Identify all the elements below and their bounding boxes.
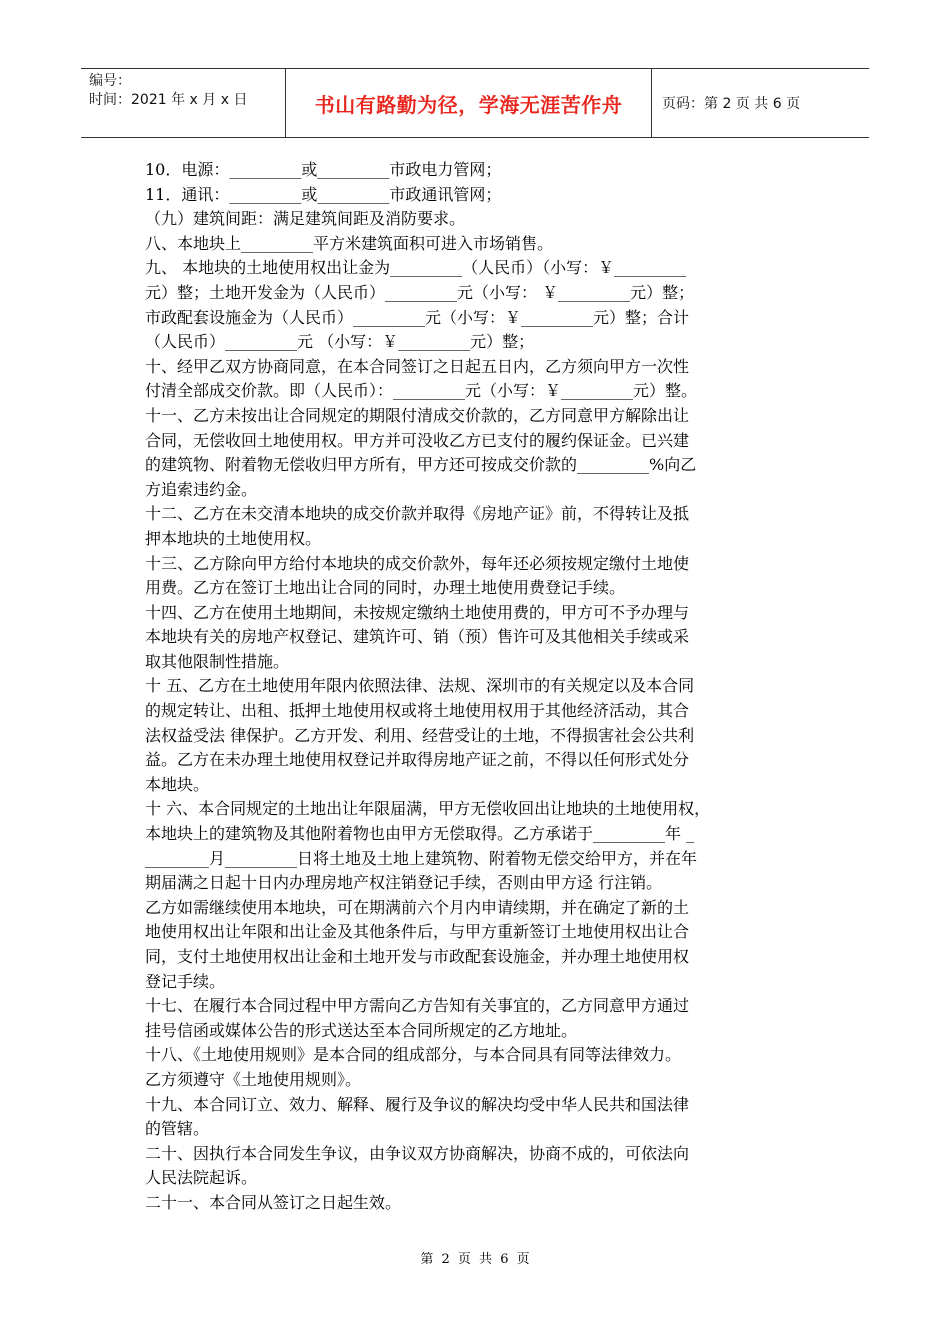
footer-page-number: 第 2 页 共 6 页 <box>420 1252 530 1267</box>
text-line: 方追索违约金。 <box>145 479 258 499</box>
text-line: 十七、在履行本合同过程中甲方需向乙方告知有关事宜的，乙方同意甲方通过 <box>145 996 690 1016</box>
text-line: 取其他限制性措施。 <box>145 651 290 671</box>
header-page-cell <box>652 69 869 137</box>
text-line: 十 五、乙方在土地使用年限内依照法律、法规、深圳市的有关规定以及本合同 <box>145 676 695 696</box>
text-line: 市政配套设施金为（人民币）_________元（小写：￥_________元）整；合计 <box>145 307 690 327</box>
text-line: 乙方如需继续使用本地块，可在期满前六个月内申请续期，并在确定了新的土 <box>145 897 690 917</box>
text-line: 十九、本合同订立、效力、解释、履行及争议的解决均受中华人民共和国法律 <box>145 1094 690 1114</box>
text-line: 二十一、本合同从签订之日起生效。 <box>145 1192 402 1212</box>
text-line: （九）建筑间距：满足建筑间距及消防要求。 <box>145 209 466 229</box>
text-line: 期届满之日起十日内办理房地产权注销登记手续，否则由甲方迳 行注销。 <box>145 873 663 893</box>
text-line: 乙方须遵守《土地使用规则》。 <box>145 1069 362 1089</box>
text-line: 10．电源：_________或_________市政电力管网； <box>145 160 502 179</box>
text-line: 元）整；土地开发金为（人民币）_________元（小写： ￥_________元）整； <box>145 282 695 302</box>
text-line: 的管辖。 <box>145 1119 210 1139</box>
text-line: 人民法院起诉。 <box>145 1168 258 1188</box>
document-number-label: 编号： <box>89 73 131 89</box>
header-motto: 书山有路勤为径，学海无涯苦作舟 <box>314 92 623 117</box>
text-line: 登记手续。 <box>145 971 226 991</box>
text-line: 十三、乙方除向甲方给付本地块的成交价款外，每年还必须按规定缴付土地使 <box>145 553 690 573</box>
text-line: 法权益受法 律保护。乙方开发、利用、经营受让的土地，不得损害社会公共利 <box>145 725 695 745</box>
header-meta <box>81 69 285 137</box>
document-date-label: 时间：2021 年 x 月 x 日 <box>89 92 248 108</box>
text-line: 益。乙方在未办理土地使用权登记并取得房地产证之前，不得以任何形式处分 <box>145 750 690 770</box>
text-line: 九、 本地块的土地使用权出让金为_________（人民币）（小写：￥_________ <box>145 258 687 278</box>
text-line: 的建筑物、附着物无偿收归甲方所有，甲方还可按成交价款的_________%向乙 <box>145 455 697 475</box>
header-motto-cell <box>285 69 652 137</box>
text-line: （人民币）_________元 （小写：￥_________元）整； <box>145 332 535 352</box>
text-line: 十八、《土地使用规则》是本合同的组成部分，与本合同具有同等法律效力。 <box>145 1045 682 1065</box>
header-page-number: 页码：第 2 页 共 6 页 <box>662 96 801 112</box>
text-line: 合同，无偿收回土地使用权。甲方并可没收乙方已支付的履约保证金。已兴建 <box>145 430 690 450</box>
text-line: 八、本地块上_________平方米建筑面积可进入市场销售。 <box>145 233 554 253</box>
text-line: 11．通讯：_________或_________市政通讯管网； <box>145 184 502 204</box>
text-line: 十四、乙方在使用土地期间，未按规定缴纳土地使用费的，甲方可不予办理与 <box>145 602 690 622</box>
text-line: 二十、因执行本合同发生争议，由争议双方协商解决，协商不成的，可依法向 <box>145 1143 690 1163</box>
text-line: 十一、乙方未按出让合同规定的期限付清成交价款的，乙方同意甲方解除出让 <box>145 405 690 425</box>
text-line: 本地块有关的房地产权登记、建筑许可、销（预）售许可及其他相关手续或采 <box>145 627 690 647</box>
text-line: 付清全部成交价款。即（人民币）：_________元（小写：￥_________元）整。 <box>145 381 698 401</box>
text-line: ________月_________日将土地及土地上建筑物、附着物无偿交给甲方，并在年 <box>145 848 698 868</box>
page-footer <box>0 1248 950 1267</box>
text-line: 同，支付土地使用权出让金和土地开发与市政配套设施金，并办理土地使用权 <box>145 947 690 966</box>
text-line: 挂号信函或媒体公告的形式送达至本合同所规定的乙方地址。 <box>145 1020 578 1040</box>
text-line: 十、经甲乙双方协商同意，在本合同签订之日起五日内，乙方须向甲方一次性 <box>145 356 690 376</box>
page-header <box>81 68 869 138</box>
text-line: 用费。乙方在签订土地出让合同的同时，办理土地使用费登记手续。 <box>145 578 626 598</box>
text-line: 地使用权出让年限和出让金及其他条件后，与甲方重新签订土地使用权出让合 <box>145 922 690 942</box>
text-line: 本地块。 <box>145 774 210 794</box>
text-line: 本地块上的建筑物及其他附着物也由甲方无偿取得。乙方承诺于_________年 _ <box>145 824 695 844</box>
text-line: 十 六、本合同规定的土地出让年限届满，甲方无偿收回出让地块的土地使用权， <box>145 799 711 819</box>
contract-body <box>145 158 805 1216</box>
text-line: 的规定转让、出租、抵押土地使用权或将土地使用权用于其他经济活动，其合 <box>145 701 690 721</box>
text-line: 押本地块的土地使用权。 <box>145 528 322 548</box>
text-line: 十二、乙方在未交清本地块的成交价款并取得《房地产证》前，不得转让及抵 <box>145 504 690 524</box>
